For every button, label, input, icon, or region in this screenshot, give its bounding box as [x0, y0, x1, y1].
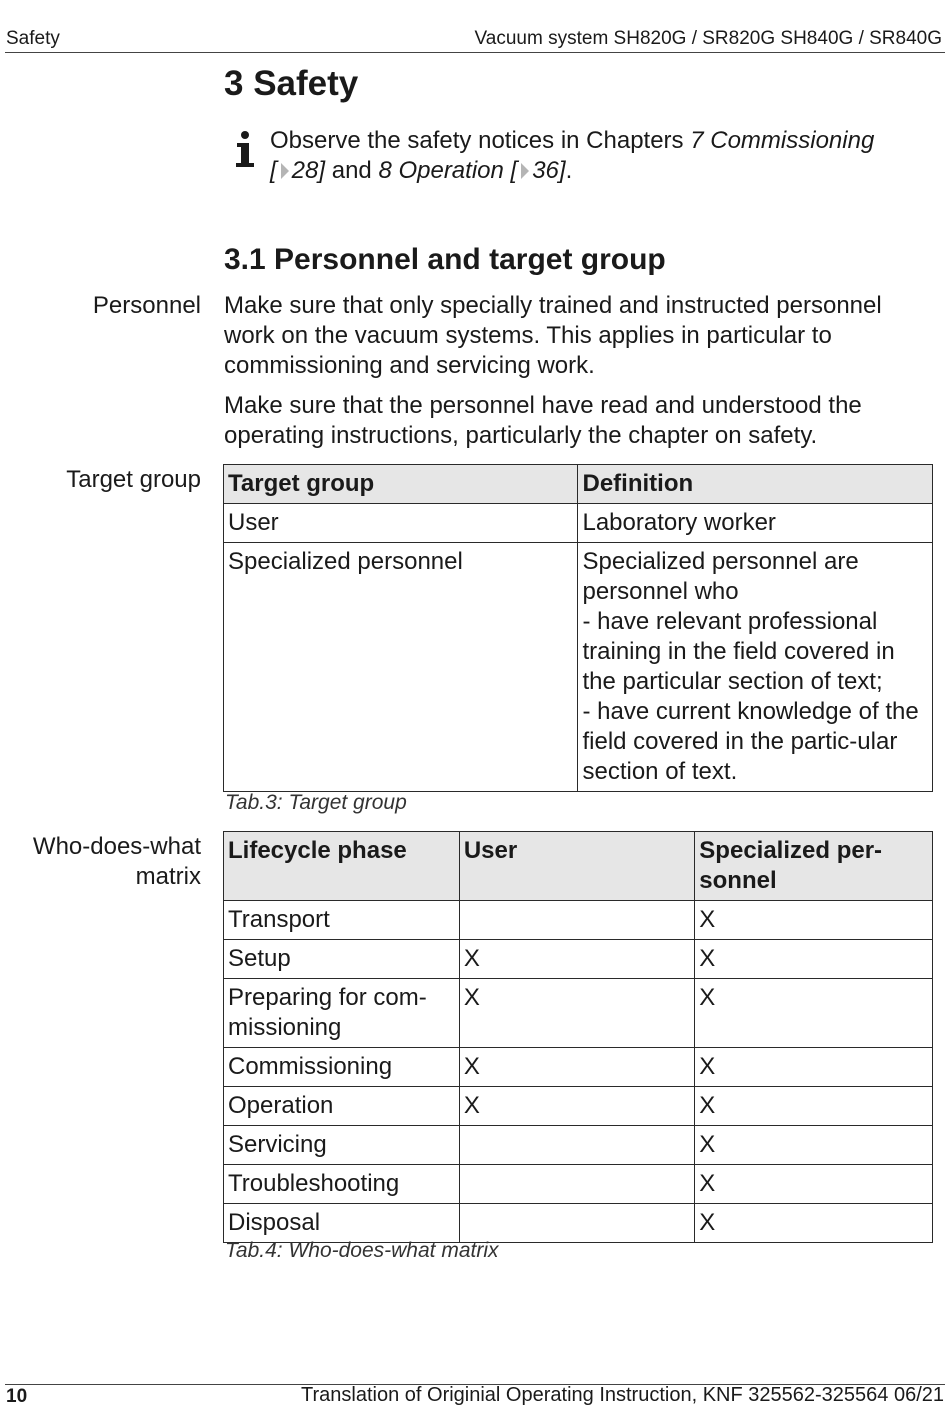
table-row: [224, 979, 933, 1048]
column-header: Specialized per- sonnel: [695, 832, 933, 901]
chapter-title: 3 Safety: [224, 64, 359, 103]
page-link-arrow-icon: [281, 163, 289, 179]
table-cell: X: [459, 940, 694, 979]
table-row: [224, 1204, 933, 1243]
commissioning-ref-open: [: [270, 157, 277, 184]
header-divider: [5, 52, 945, 53]
running-header-section: Safety: [6, 28, 60, 49]
table-cell: X: [459, 1087, 694, 1126]
margin-label-matrix: Who-does-what matrix: [32, 833, 201, 890]
footer-document-info: Translation of Originial Operating Instruction, KNF 325562-325564 06/21: [301, 1384, 944, 1406]
table-cell: Commissioning: [224, 1048, 460, 1087]
column-header: Target group: [224, 465, 578, 504]
table-cell: [459, 1204, 694, 1243]
running-header-product: Vacuum system SH820G / SR820G SH840G / SR840G: [474, 28, 942, 49]
operation-chapter-ref[interactable]: 8 Operation [: [378, 157, 518, 184]
table-cell: X: [459, 1048, 694, 1087]
table-cell: User: [224, 504, 578, 543]
table-cell: Transport: [224, 901, 460, 940]
table-cell: Specialized personnel: [224, 543, 578, 792]
column-header: User: [459, 832, 694, 901]
table-row: [224, 543, 933, 792]
table-cell: Operation: [224, 1087, 460, 1126]
table-cell: X: [695, 940, 933, 979]
table-cell: Preparing for com- missioning: [224, 979, 460, 1048]
margin-label-personnel: Personnel: [92, 292, 201, 319]
commissioning-page-ref[interactable]: 28]: [291, 157, 326, 184]
info-icon: [232, 130, 258, 170]
table-cell: Servicing: [224, 1126, 460, 1165]
table-row: [224, 940, 933, 979]
column-header: Definition: [578, 465, 933, 504]
table-row: [224, 1048, 933, 1087]
table-cell: [459, 1126, 694, 1165]
table-cell: Setup: [224, 940, 460, 979]
table-cell: X: [695, 979, 933, 1048]
column-header: Lifecycle phase: [224, 832, 460, 901]
table-cell: Troubleshooting: [224, 1165, 460, 1204]
table-header-row: [224, 832, 933, 901]
table-cell: X: [459, 979, 694, 1048]
table-cell: X: [695, 1165, 933, 1204]
info-note-text: Observe the safety notices in Chapters: [270, 127, 691, 154]
personnel-paragraph-2: Make sure that the personnel have read and understood the operating instructions, particularly the chapter on safety.: [224, 392, 862, 449]
operation-page-ref[interactable]: 36]: [532, 157, 566, 184]
table-cell: X: [695, 1048, 933, 1087]
table-cell: X: [695, 1204, 933, 1243]
table-cell: Specialized personnel are personnel who - have relevant professional training in the field covered in the particular section of text; - have current knowledge of the field covered in the partic-ular section of text.: [578, 543, 933, 792]
margin-label-target-group: Target group: [66, 466, 201, 493]
target-group-table: [223, 464, 933, 792]
table-cell: Laboratory worker: [578, 504, 933, 543]
table-row: [224, 901, 933, 940]
table-header-row: [224, 465, 933, 504]
table-cell: [459, 1165, 694, 1204]
table-row: [224, 1087, 933, 1126]
table-row: [224, 504, 933, 543]
info-note-connector: and: [325, 157, 379, 184]
commissioning-chapter-ref[interactable]: 7 Commissioning: [690, 127, 875, 154]
info-note-end: .: [565, 157, 573, 184]
personnel-paragraph-1: Make sure that only specially trained and instructed personnel work on the vacuum systems. This applies in particular to commissioning and servicing work.: [224, 292, 882, 379]
table-cell: X: [695, 1126, 933, 1165]
table-caption: Tab.3: Target group: [225, 791, 407, 814]
section-title: 3.1 Personnel and target group: [224, 243, 666, 276]
table-cell: X: [695, 1087, 933, 1126]
page-link-arrow-icon: [521, 163, 529, 179]
who-does-what-table: [223, 831, 933, 1243]
table-row: [224, 1165, 933, 1204]
table-caption: Tab.4: Who-does-what matrix: [225, 1239, 499, 1262]
info-note: [270, 126, 930, 186]
table-cell: [459, 901, 694, 940]
table-row: [224, 1126, 933, 1165]
table-cell: Disposal: [224, 1204, 460, 1243]
table-cell: X: [695, 901, 933, 940]
page-number: 10: [6, 1386, 28, 1407]
